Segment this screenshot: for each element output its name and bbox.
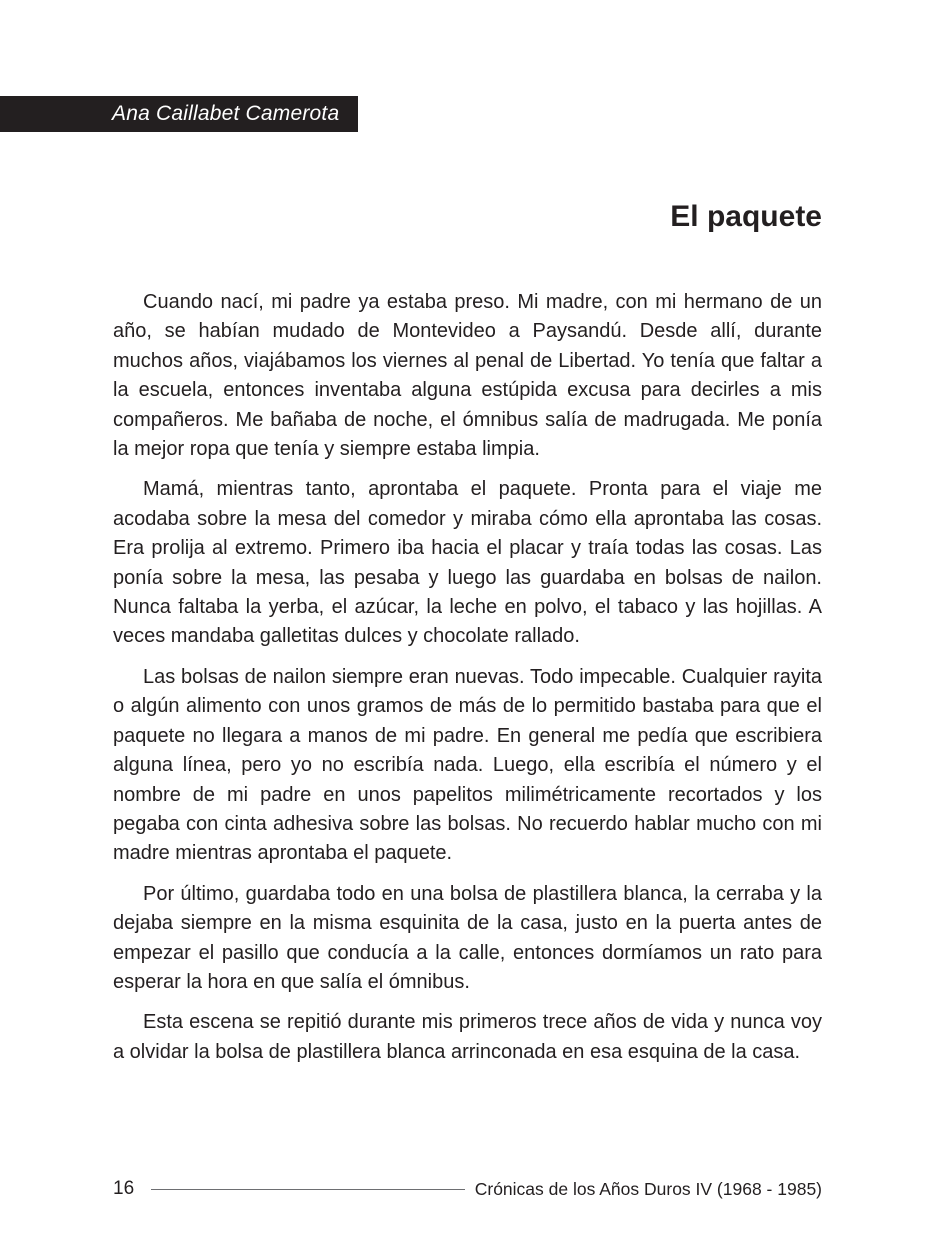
author-banner	[0, 96, 358, 132]
page-footer	[113, 1174, 822, 1204]
paragraph: Cuando nací, mi padre ya estaba preso. Mi madre, con mi hermano de un año, se habían mudado de Montevideo a Paysandú. Desde allí, durante muchos años, viajábamos los viernes al penal de Libertad. Yo tenía que faltar a la escuela, entonces inventaba alguna estúpida excusa para decirles a mis compañeros. Me bañaba de noche, el ómnibus salía de madrugada. Me ponía la mejor ropa que tenía y siempre estaba limpia.	[113, 291, 822, 461]
paragraph: Esta escena se repitió durante mis primeros trece años de vida y nunca voy a olvidar la bolsa de plastillera blanca arrinconada en esa esquina de la casa.	[113, 1011, 822, 1063]
footer-divider	[151, 1189, 465, 1190]
page-number: 16	[113, 1178, 135, 1199]
paragraph: Por último, guardaba todo en una bolsa de plastillera blanca, la cerraba y la dejaba siempre en la misma esquinita de la casa, justo en la puerta antes de empezar el pasillo que conducía a la calle, entonces dormíamos un rato para esperar la hora en que salía el ómnibus.	[113, 882, 822, 993]
paragraph: Mamá, mientras tanto, aprontaba el paquete. Pronta para el viaje me acodaba sobre la mesa del comedor y miraba cómo ella aprontaba las cosas. Era prolija al extremo. Primero iba hacia el placar y traía todas las cosas. Las ponía sobre la mesa, las pesaba y luego las guardaba en bolsas de nailon. Nunca faltaba la yerba, el azúcar, la leche en polvo, el tabaco y las hojillas. A veces mandaba galletitas dulces y chocolate rallado.	[113, 478, 822, 648]
chapter-title: El paquete	[670, 200, 822, 233]
chapter-body	[113, 288, 822, 1078]
author-name: Ana Caillabet Camerota	[112, 102, 340, 125]
book-title: Crónicas de los Años Duros IV (1968 - 1985)	[474, 1178, 822, 1199]
paragraph: Las bolsas de nailon siempre eran nuevas. Todo impecable. Cualquier rayita o algún alimento con unos gramos de más de lo permitido bastaba para que el paquete no llegara a manos de mi padre. En general me pedía que escribiera alguna línea, pero yo no escribía nada. Luego, ella escribía el número y el nombre de mi padre en unos papelitos milimétricamente recortados y los pegaba con cinta adhesiva sobre las bolsas. No recuerdo hablar mucho con mi madre mientras aprontaba el paquete.	[113, 665, 822, 865]
